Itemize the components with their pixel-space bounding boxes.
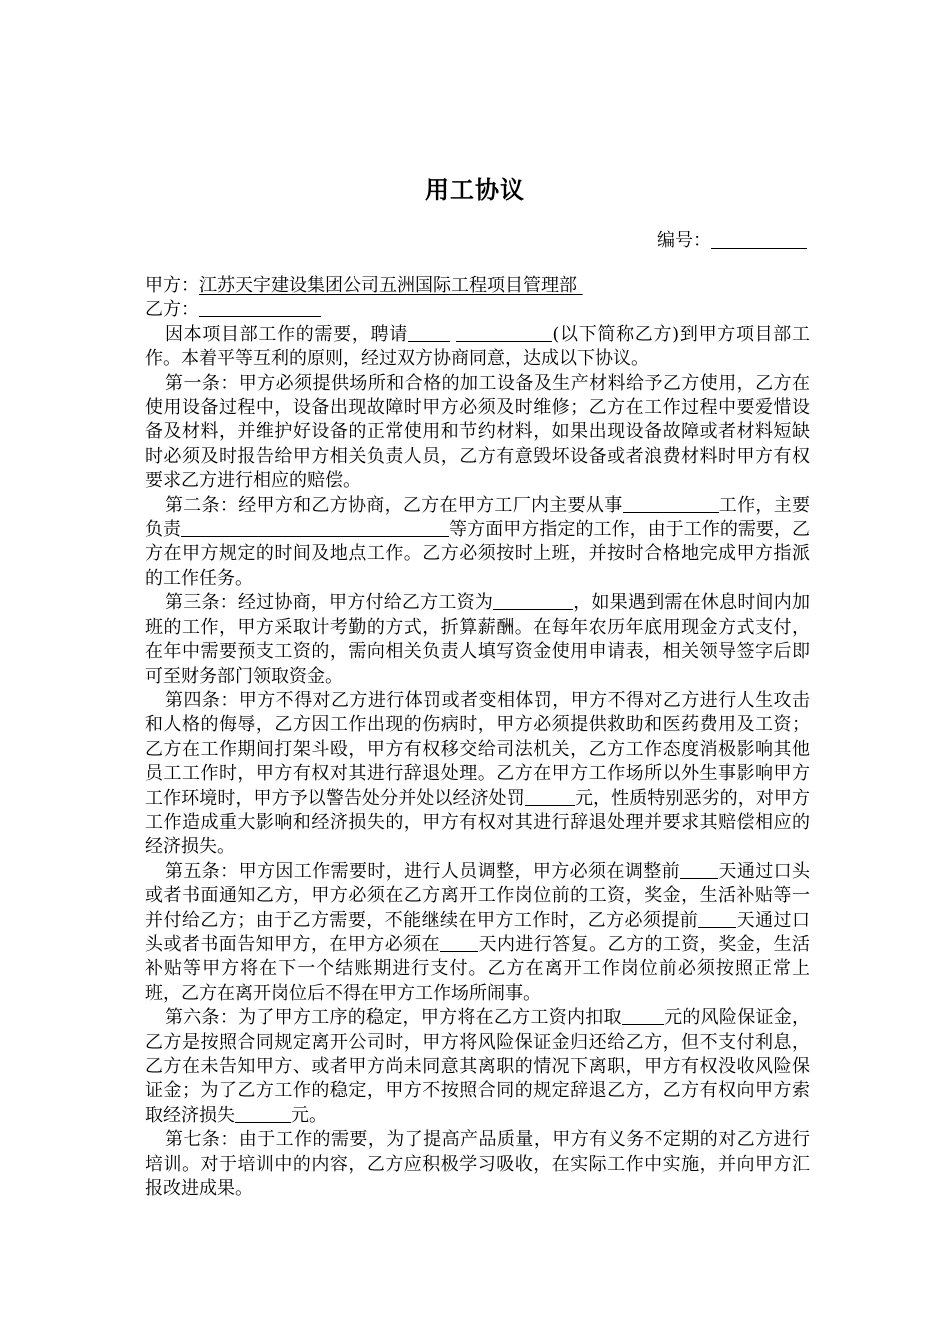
article-5-text-1: 第五条：甲方因工作需要时，进行人员调整，甲方必须在调整前 <box>165 860 681 882</box>
intro-paragraph <box>145 323 810 372</box>
party-b-blank <box>199 299 321 317</box>
blank <box>680 861 718 879</box>
article-5-text-3: 天通过口头或者书面告知甲方，在甲方必须在 <box>145 909 810 955</box>
article-6-text-3: 元。 <box>291 1104 327 1126</box>
serial-number <box>657 226 807 252</box>
article-2-text-1: 第二条：经甲方和乙方协商，乙方在甲方工厂内主要从事 <box>165 494 623 516</box>
document-title: 用工协议 <box>425 175 525 204</box>
article-6 <box>145 1006 810 1128</box>
blank <box>181 519 449 537</box>
article-1: 第一条：甲方必须提供场所和合格的加工设备及生产材料给予乙方使用，乙方在使用设备过程中，设备出现故障时甲方必须及时维修；乙方在工作过程中要爱惜设备及材料，并维护好设备的正常使用和节约材料，如果出现设备故障或者材料短缺时必须及时报告给甲方相关负责人员，乙方有意毁坏设备或者浪费材料时甲方有权要求乙方进行相应的赔偿。 <box>145 372 810 492</box>
article-5-text-4: 天内进行答复。乙方的工资，奖金，生活补贴等甲方将在下一个结账期进行支付。乙方在离开工作岗位前必须按照正常上班，乙方在离开岗位后不得在甲方工作场所闹事。 <box>145 933 811 1004</box>
article-3 <box>145 591 810 689</box>
blank <box>623 495 719 513</box>
blank <box>698 910 736 928</box>
article-2-text-2: 工作，主要负责 <box>145 494 810 541</box>
intro-text-1: 因本项目部工作的需要，聘请 <box>165 323 408 345</box>
blank <box>456 324 552 342</box>
article-2 <box>145 494 810 592</box>
party-a-name: 江苏天宇建设集团公司五洲国际工程项目管理部 <box>199 275 577 296</box>
party-b-line <box>145 298 810 322</box>
article-2-text-3: 等方面甲方指定的工作，由于工作的需要，乙方在甲方规定的时间及地点工作。乙方必须按时上班，并按时合格地完成甲方指派的工作任务。 <box>145 519 811 589</box>
article-5-text-2: 天通过口头或者书面通知乙方，甲方必须在乙方离开工作岗位前的工资，奖金，生活补贴等一并付给乙方；由于乙方需要，不能继续在甲方工作时，乙方必须提前 <box>145 860 811 931</box>
blank <box>408 324 450 342</box>
article-3-text-2: ，如果遇到需在休息时间内加班的工作，甲方采取计考勤的方式，折算薪酬。在每年农历年底用现金方式支付，在年中需要预支工资的，需向相关负责人填写资金使用申请表，相关领导签字后即可至财务部门领取资金。 <box>145 592 810 687</box>
article-4 <box>145 689 810 860</box>
serial-label: 编号： <box>657 230 711 251</box>
party-a-label: 甲方： <box>145 275 199 296</box>
blank <box>235 1105 291 1123</box>
blank <box>493 592 573 610</box>
blank <box>622 1007 664 1025</box>
article-5 <box>145 860 810 1006</box>
article-4-text-1: 第四条：甲方不得对乙方进行体罚或者变相体罚，甲方不得对乙方进行人生攻击和人格的侮辱，乙方因工作出现的伤病时，甲方必须提供救助和医药费用及工资；乙方在工作期间打架斗殴，甲方有权移交给司法机关，乙方工作态度消极影响其他员工工作时，甲方有权对其进行辞退处理。乙方在甲方工作场所以外生事影响甲方工作环境时，甲方予以警告处分并处以经济处罚 <box>145 689 810 809</box>
article-4-text-2: 元，性质特别恶劣的，对甲方工作造成重大影响和经济损失的，甲方有权对其进行辞退处理并要求其赔偿相应的经济损失。 <box>145 787 811 858</box>
article-7: 第七条：由于工作的需要，为了提高产品质量，甲方有义务不定期的对乙方进行培训。对于培训中的内容，乙方应积极学习吸收，在实际工作中实施，并向甲方汇报改进成果。 <box>145 1129 810 1200</box>
document-body <box>145 274 810 1201</box>
serial-blank <box>711 230 807 249</box>
article-6-text-2: 元的风险保证金，乙方是按照合同规定离开公司时，甲方将风险保证金归还给乙方，但不支付利息，乙方在未告知甲方、或者甲方尚未同意其离职的情况下离职，甲方有权没收风险保证金；为了乙方工作的稳定，甲方不按照合同的规定辞退乙方，乙方有权向甲方索取经济损失 <box>145 1007 811 1126</box>
article-3-text-1: 第三条：经过协商，甲方付给乙方工资为 <box>165 592 494 614</box>
blank <box>440 934 478 952</box>
article-6-text-1: 第六条：为了甲方工序的稳定，甲方将在乙方工资内扣取 <box>165 1007 622 1029</box>
intro-text-2: (以下简称乙方)到甲方项目部工作。本着平等互利的原则，经过双方协商同意，达成以下协议。 <box>145 323 810 370</box>
party-a-line <box>145 274 810 298</box>
blank <box>525 788 575 806</box>
party-b-label: 乙方： <box>145 299 199 321</box>
